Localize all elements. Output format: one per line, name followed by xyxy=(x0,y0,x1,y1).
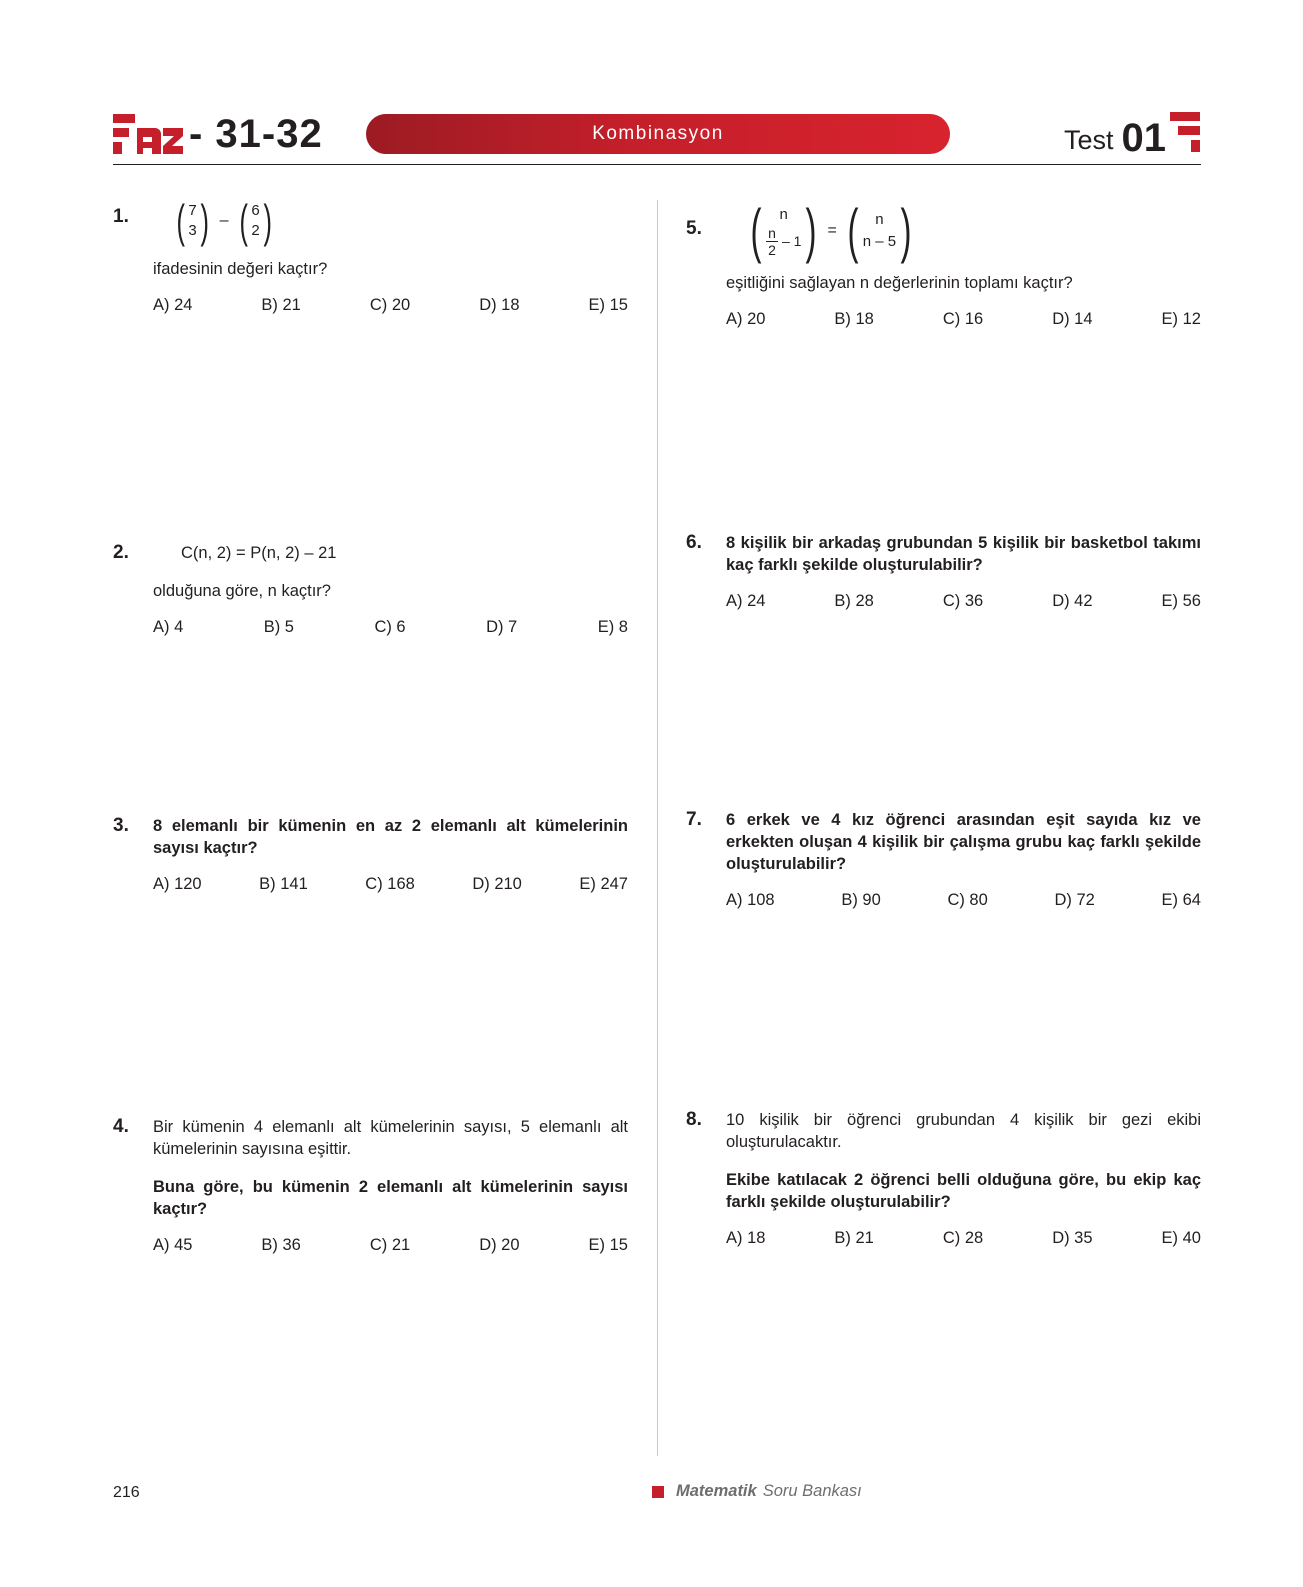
option-c[interactable]: C) 28 xyxy=(942,1229,984,1247)
binomial-6-2: ( 6 2 ) xyxy=(239,195,272,247)
book-footer xyxy=(652,1482,862,1501)
option-a[interactable]: A) 4 xyxy=(153,618,184,636)
question-text: eşitliğini sağlayan n değerlerinin toplamı kaçtır? xyxy=(726,274,1073,292)
option-e[interactable]: E) 247 xyxy=(579,875,628,893)
option-a[interactable]: A) 24 xyxy=(726,592,766,610)
question-number: 1. xyxy=(113,206,129,227)
option-c[interactable]: C) 20 xyxy=(369,296,411,314)
answer-options xyxy=(153,618,628,637)
answer-options xyxy=(726,310,1201,329)
answer-options xyxy=(726,1229,1201,1248)
option-c[interactable]: C) 16 xyxy=(942,310,984,328)
test-corner-mark xyxy=(1170,112,1200,152)
option-b[interactable]: B) 21 xyxy=(261,296,301,314)
option-d[interactable]: D) 14 xyxy=(1052,310,1093,328)
option-e[interactable]: E) 15 xyxy=(588,1236,628,1254)
series-number: - 31-32 xyxy=(189,112,323,156)
faz-logo-mark xyxy=(113,114,183,154)
question-number: 5. xyxy=(686,218,702,239)
option-a[interactable]: A) 24 xyxy=(153,296,193,314)
option-c[interactable]: C) 168 xyxy=(365,875,415,893)
question-number: 3. xyxy=(113,815,129,836)
option-b[interactable]: B) 28 xyxy=(834,592,874,610)
answer-options xyxy=(726,592,1201,611)
question-text: 8 elemanlı bir kümenin en az 2 elemanlı alt kümelerinin sayısı kaçtır? xyxy=(153,817,628,857)
option-e[interactable]: E) 40 xyxy=(1161,1229,1201,1247)
option-a[interactable]: A) 18 xyxy=(726,1229,766,1247)
option-d[interactable]: D) 18 xyxy=(479,296,520,314)
question-prompt: Buna göre, bu kümenin 2 elemanlı alt kümelerinin sayısı kaçtır? xyxy=(153,1178,628,1218)
topic-banner xyxy=(366,114,950,154)
question-formula: ( n $\frac{n}{2}$ – 1 ) = ( n n – 5 ) xyxy=(726,200,1201,262)
answer-options xyxy=(153,1236,628,1255)
question-text: 6 erkek ve 4 kız öğrenci arasından eşit sayıda kız ve erkekten oluşan 4 kişilik bir çalışma grubu kaç farklı şekilde oluşturulabilir? xyxy=(726,811,1201,873)
option-d[interactable]: D) 210 xyxy=(472,875,522,893)
question-text: Bir kümenin 4 elemanlı alt kümelerinin sayısı, 5 elemanlı alt kümelerinin sayısına eşittir. xyxy=(153,1118,628,1158)
option-d[interactable]: D) 35 xyxy=(1052,1229,1093,1247)
column-divider xyxy=(657,200,658,1456)
question-number: 2. xyxy=(113,542,129,563)
option-b[interactable]: B) 21 xyxy=(834,1229,874,1247)
binomial-right: ( n n – 5 ) xyxy=(847,197,912,264)
option-a[interactable]: A) 108 xyxy=(726,891,775,909)
option-e[interactable]: E) 8 xyxy=(597,618,628,636)
option-c[interactable]: C) 21 xyxy=(369,1236,411,1254)
option-e[interactable]: E) 12 xyxy=(1161,310,1201,328)
option-d[interactable]: D) 7 xyxy=(486,618,518,636)
question-text: 8 kişilik bir arkadaş grubundan 5 kişilik bir basketbol takımı kaç farklı şekilde oluşturulabilir? xyxy=(726,534,1201,574)
square-icon xyxy=(652,1486,664,1498)
question-formula: ( 7 3 ) – ( 6 2 ) xyxy=(153,198,628,244)
option-a[interactable]: A) 20 xyxy=(726,310,766,328)
option-a[interactable]: A) 45 xyxy=(153,1236,193,1254)
option-b[interactable]: B) 5 xyxy=(263,618,294,636)
test-label xyxy=(1064,112,1166,160)
option-b[interactable]: B) 90 xyxy=(841,891,881,909)
option-a[interactable]: A) 120 xyxy=(153,875,202,893)
option-c[interactable]: C) 36 xyxy=(942,592,984,610)
topic-title: Kombinasyon xyxy=(592,123,724,144)
question-prompt: Ekibe katılacak 2 öğrenci belli olduğuna göre, bu ekip kaç farklı şekilde oluşturulabilir? xyxy=(726,1171,1201,1211)
option-c[interactable]: C) 6 xyxy=(374,618,406,636)
question-text: ifadesinin değeri kaçtır? xyxy=(153,260,328,278)
question-text: olduğuna göre, n kaçtır? xyxy=(153,582,331,600)
option-b[interactable]: B) 141 xyxy=(259,875,308,893)
option-e[interactable]: E) 64 xyxy=(1161,891,1201,909)
question-number: 7. xyxy=(686,809,702,830)
option-e[interactable]: E) 15 xyxy=(588,296,628,314)
book-subject: Matematik xyxy=(676,1482,757,1500)
binomial-7-3: ( 7 3 ) xyxy=(176,195,209,247)
faz-logo xyxy=(113,112,323,156)
question-number: 4. xyxy=(113,1116,129,1137)
option-d[interactable]: D) 42 xyxy=(1052,592,1093,610)
option-d[interactable]: D) 20 xyxy=(479,1236,520,1254)
answer-options xyxy=(726,891,1201,910)
option-b[interactable]: B) 18 xyxy=(834,310,874,328)
option-c[interactable]: C) 80 xyxy=(947,891,988,909)
question-formula: C(n, 2) = P(n, 2) – 21 xyxy=(181,544,337,562)
option-d[interactable]: D) 72 xyxy=(1054,891,1095,909)
binomial-left: ( n $\frac{n}{2}$ – 1 ) xyxy=(750,197,817,264)
option-e[interactable]: E) 56 xyxy=(1161,592,1201,610)
question-number: 8. xyxy=(686,1109,702,1130)
answer-options xyxy=(153,875,628,894)
option-b[interactable]: B) 36 xyxy=(261,1236,301,1254)
header-rule xyxy=(113,164,1201,165)
test-number: 01 xyxy=(1121,116,1167,160)
question-text: 10 kişilik bir öğrenci grubundan 4 kişilik bir gezi ekibi oluşturulacaktır. xyxy=(726,1111,1201,1151)
book-title: Soru Bankası xyxy=(762,1482,862,1500)
answer-options xyxy=(153,296,628,315)
test-word: Test xyxy=(1064,125,1114,155)
page-number: 216 xyxy=(113,1484,140,1501)
question-number: 6. xyxy=(686,532,702,553)
